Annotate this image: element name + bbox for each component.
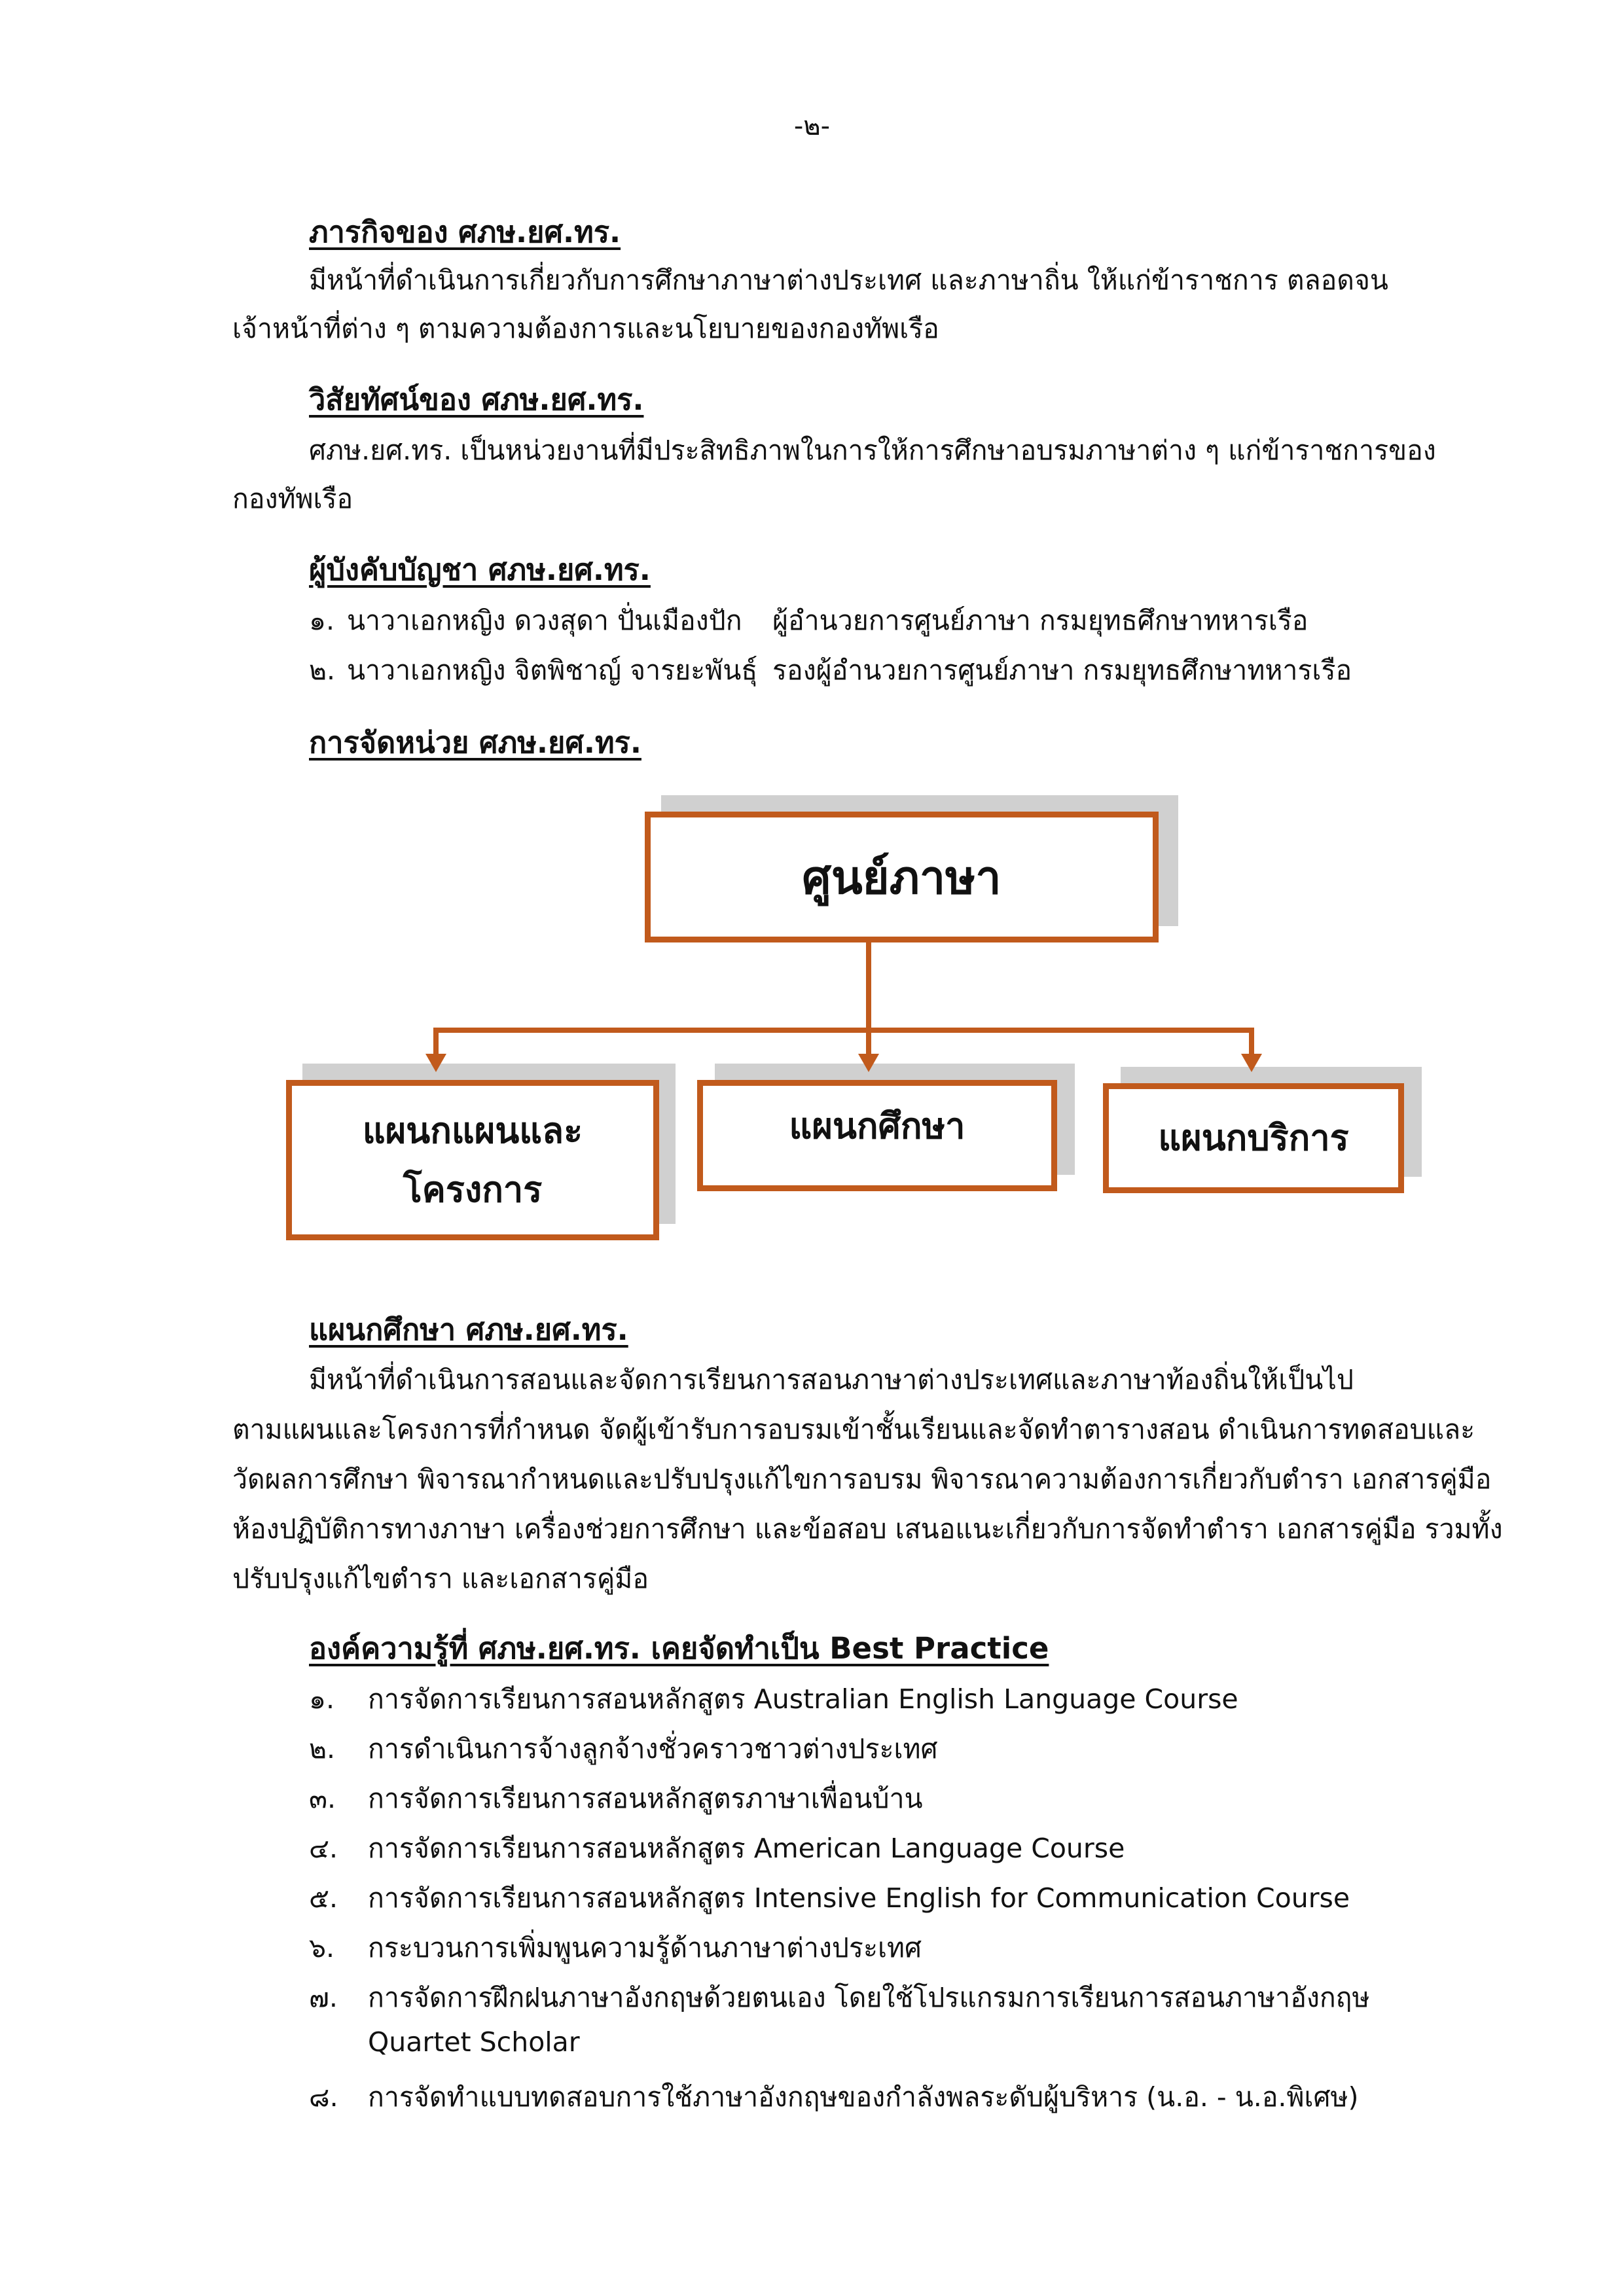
study-division-heading: แผนกศึกษา ศภษ.ยศ.ทร. <box>309 1312 628 1347</box>
commander-2-position: รองผู้อำนวยการศูนย์ภาษา กรมยุทธศึกษาทหารเรือ <box>772 655 1352 686</box>
best-practice-item-8: การจัดทำแบบทดสอบการใช้ภาษาอังกฤษของกำลังพลระดับผู้บริหาร (น.อ. - น.อ.พิเศษ) <box>368 2081 1359 2113</box>
commander-1-num: ๑. <box>309 605 335 636</box>
commander-2-name: นาวาเอกหญิง จิตพิชาญ์ จารยะพันธุ์ <box>347 655 758 686</box>
best-practice-item-7: การจัดการฝึกฝนภาษาอังกฤษด้วยตนเอง โดยใช้โปรแกรมการเรียนการสอนภาษาอังกฤษ <box>368 1982 1370 2013</box>
mission-line-1: มีหน้าที่ดำเนินการเกี่ยวกับการศึกษาภาษาต่างประเทศ และภาษาถิ่น ให้แก่ข้าราชการ ตลอดจน <box>309 264 1388 296</box>
best-practice-item-6-num: ๖. <box>309 1932 335 1964</box>
org-top-box <box>645 812 1159 942</box>
best-practice-item-4-num: ๔. <box>309 1833 338 1864</box>
vision-line-2: กองทัพเรือ <box>232 483 353 514</box>
connector-drop-left <box>433 1028 439 1057</box>
best-practice-item-3-num: ๓. <box>309 1783 336 1814</box>
org-top-label: ศูนย์ภาษา <box>802 850 1001 905</box>
commander-1-position: ผู้อำนวยการศูนย์ภาษา กรมยุทธศึกษาทหารเรือ <box>772 605 1308 636</box>
org-child-1-line-1: แผนกแผนและ <box>362 1109 583 1151</box>
best-practice-item-3: การจัดการเรียนการสอนหลักสูตรภาษาเพื่อนบ้าน <box>368 1783 923 1814</box>
arrow-down-icon <box>425 1054 446 1072</box>
arrow-down-icon <box>858 1054 879 1072</box>
mission-line-2: เจ้าหน้าที่ต่าง ๆ ตามความต้องการและนโยบายของกองทัพเรือ <box>232 313 939 344</box>
study-line-2: ตามแผนและโครงการที่กำหนด จัดผู้เข้ารับการอบรมเข้าชั้นเรียนและจัดทำตารางสอน ดำเนินการทดสอบและ <box>232 1414 1475 1445</box>
commander-1-name: นาวาเอกหญิง ดวงสุดา ปั่นเมืองปัก <box>347 605 742 636</box>
best-practice-heading: องค์ความรู้ที่ ศภษ.ยศ.ทร. เคยจัดทำเป็น Best Practice <box>309 1631 1049 1666</box>
vision-heading: วิสัยทัศน์ของ ศภษ.ยศ.ทร. <box>309 382 644 417</box>
page-number: -๒- <box>793 111 831 141</box>
study-line-1: มีหน้าที่ดำเนินการสอนและจัดการเรียนการสอนภาษาต่างประเทศและภาษาท้องถิ่นให้เป็นไป <box>309 1364 1354 1395</box>
organization-heading: การจัดหน่วย ศภษ.ยศ.ทร. <box>309 725 641 760</box>
org-child-3-label: แผนกบริการ <box>1158 1117 1349 1158</box>
best-practice-item-6: กระบวนการเพิ่มพูนความรู้ด้านภาษาต่างประเทศ <box>368 1932 922 1964</box>
best-practice-item-2-num: ๒. <box>309 1733 336 1765</box>
mission-heading: ภารกิจของ ศภษ.ยศ.ทร. <box>309 215 621 249</box>
org-child-box-planning <box>286 1080 659 1240</box>
arrow-down-icon <box>1241 1054 1262 1072</box>
best-practice-item-7-num: ๗. <box>309 1982 338 2013</box>
best-practice-item-1-num: ๑. <box>309 1683 335 1715</box>
org-child-1-line-2: โครงการ <box>403 1168 543 1210</box>
commanders-heading: ผู้บังคับบัญชา ศภษ.ยศ.ทร. <box>309 552 651 587</box>
best-practice-item-2: การดำเนินการจ้างลูกจ้างชั่วคราวชาวต่างประเทศ <box>368 1733 938 1765</box>
org-child-box-service <box>1103 1083 1404 1193</box>
best-practice-item-5-num: ๕. <box>309 1882 338 1914</box>
study-line-3: วัดผลการศึกษา พิจารณากำหนดและปรับปรุงแก้ไขการอบรม พิจารณาความต้องการเกี่ยวกับตำรา เอกสารคู่มือ <box>232 1463 1492 1495</box>
best-practice-item-5: การจัดการเรียนการสอนหลักสูตร Intensive English for Communication Course <box>368 1882 1350 1914</box>
vision-line-1: ศภษ.ยศ.ทร. เป็นหน่วยงานที่มีประสิทธิภาพในการให้การศึกษาอบรมภาษาต่าง ๆ แก่ข้าราชการของ <box>309 435 1436 466</box>
connector-drop-center <box>866 1028 871 1057</box>
connector-drop-right <box>1249 1028 1254 1057</box>
best-practice-item-1: การจัดการเรียนการสอนหลักสูตร Australian English Language Course <box>368 1683 1238 1715</box>
connector-trunk <box>866 939 871 1034</box>
org-child-box-study <box>697 1080 1057 1191</box>
study-line-5: ปรับปรุงแก้ไขตำรา และเอกสารคู่มือ <box>232 1563 649 1594</box>
connector-horizontal <box>433 1028 1254 1033</box>
commander-2-num: ๒. <box>309 655 336 686</box>
best-practice-item-4: การจัดการเรียนการสอนหลักสูตร American Language Course <box>368 1833 1125 1864</box>
best-practice-item-7-continued: Quartet Scholar <box>368 2026 580 2058</box>
study-line-4: ห้องปฏิบัติการทางภาษา เครื่องช่วยการศึกษา และข้อสอบ เสนอแนะเกี่ยวกับการจัดทำตำรา เอกสารคู่มือ รวมทั้ง <box>232 1513 1503 1545</box>
org-child-2-label: แผนกศึกษา <box>789 1105 965 1147</box>
best-practice-item-8-num: ๘. <box>309 2081 338 2113</box>
